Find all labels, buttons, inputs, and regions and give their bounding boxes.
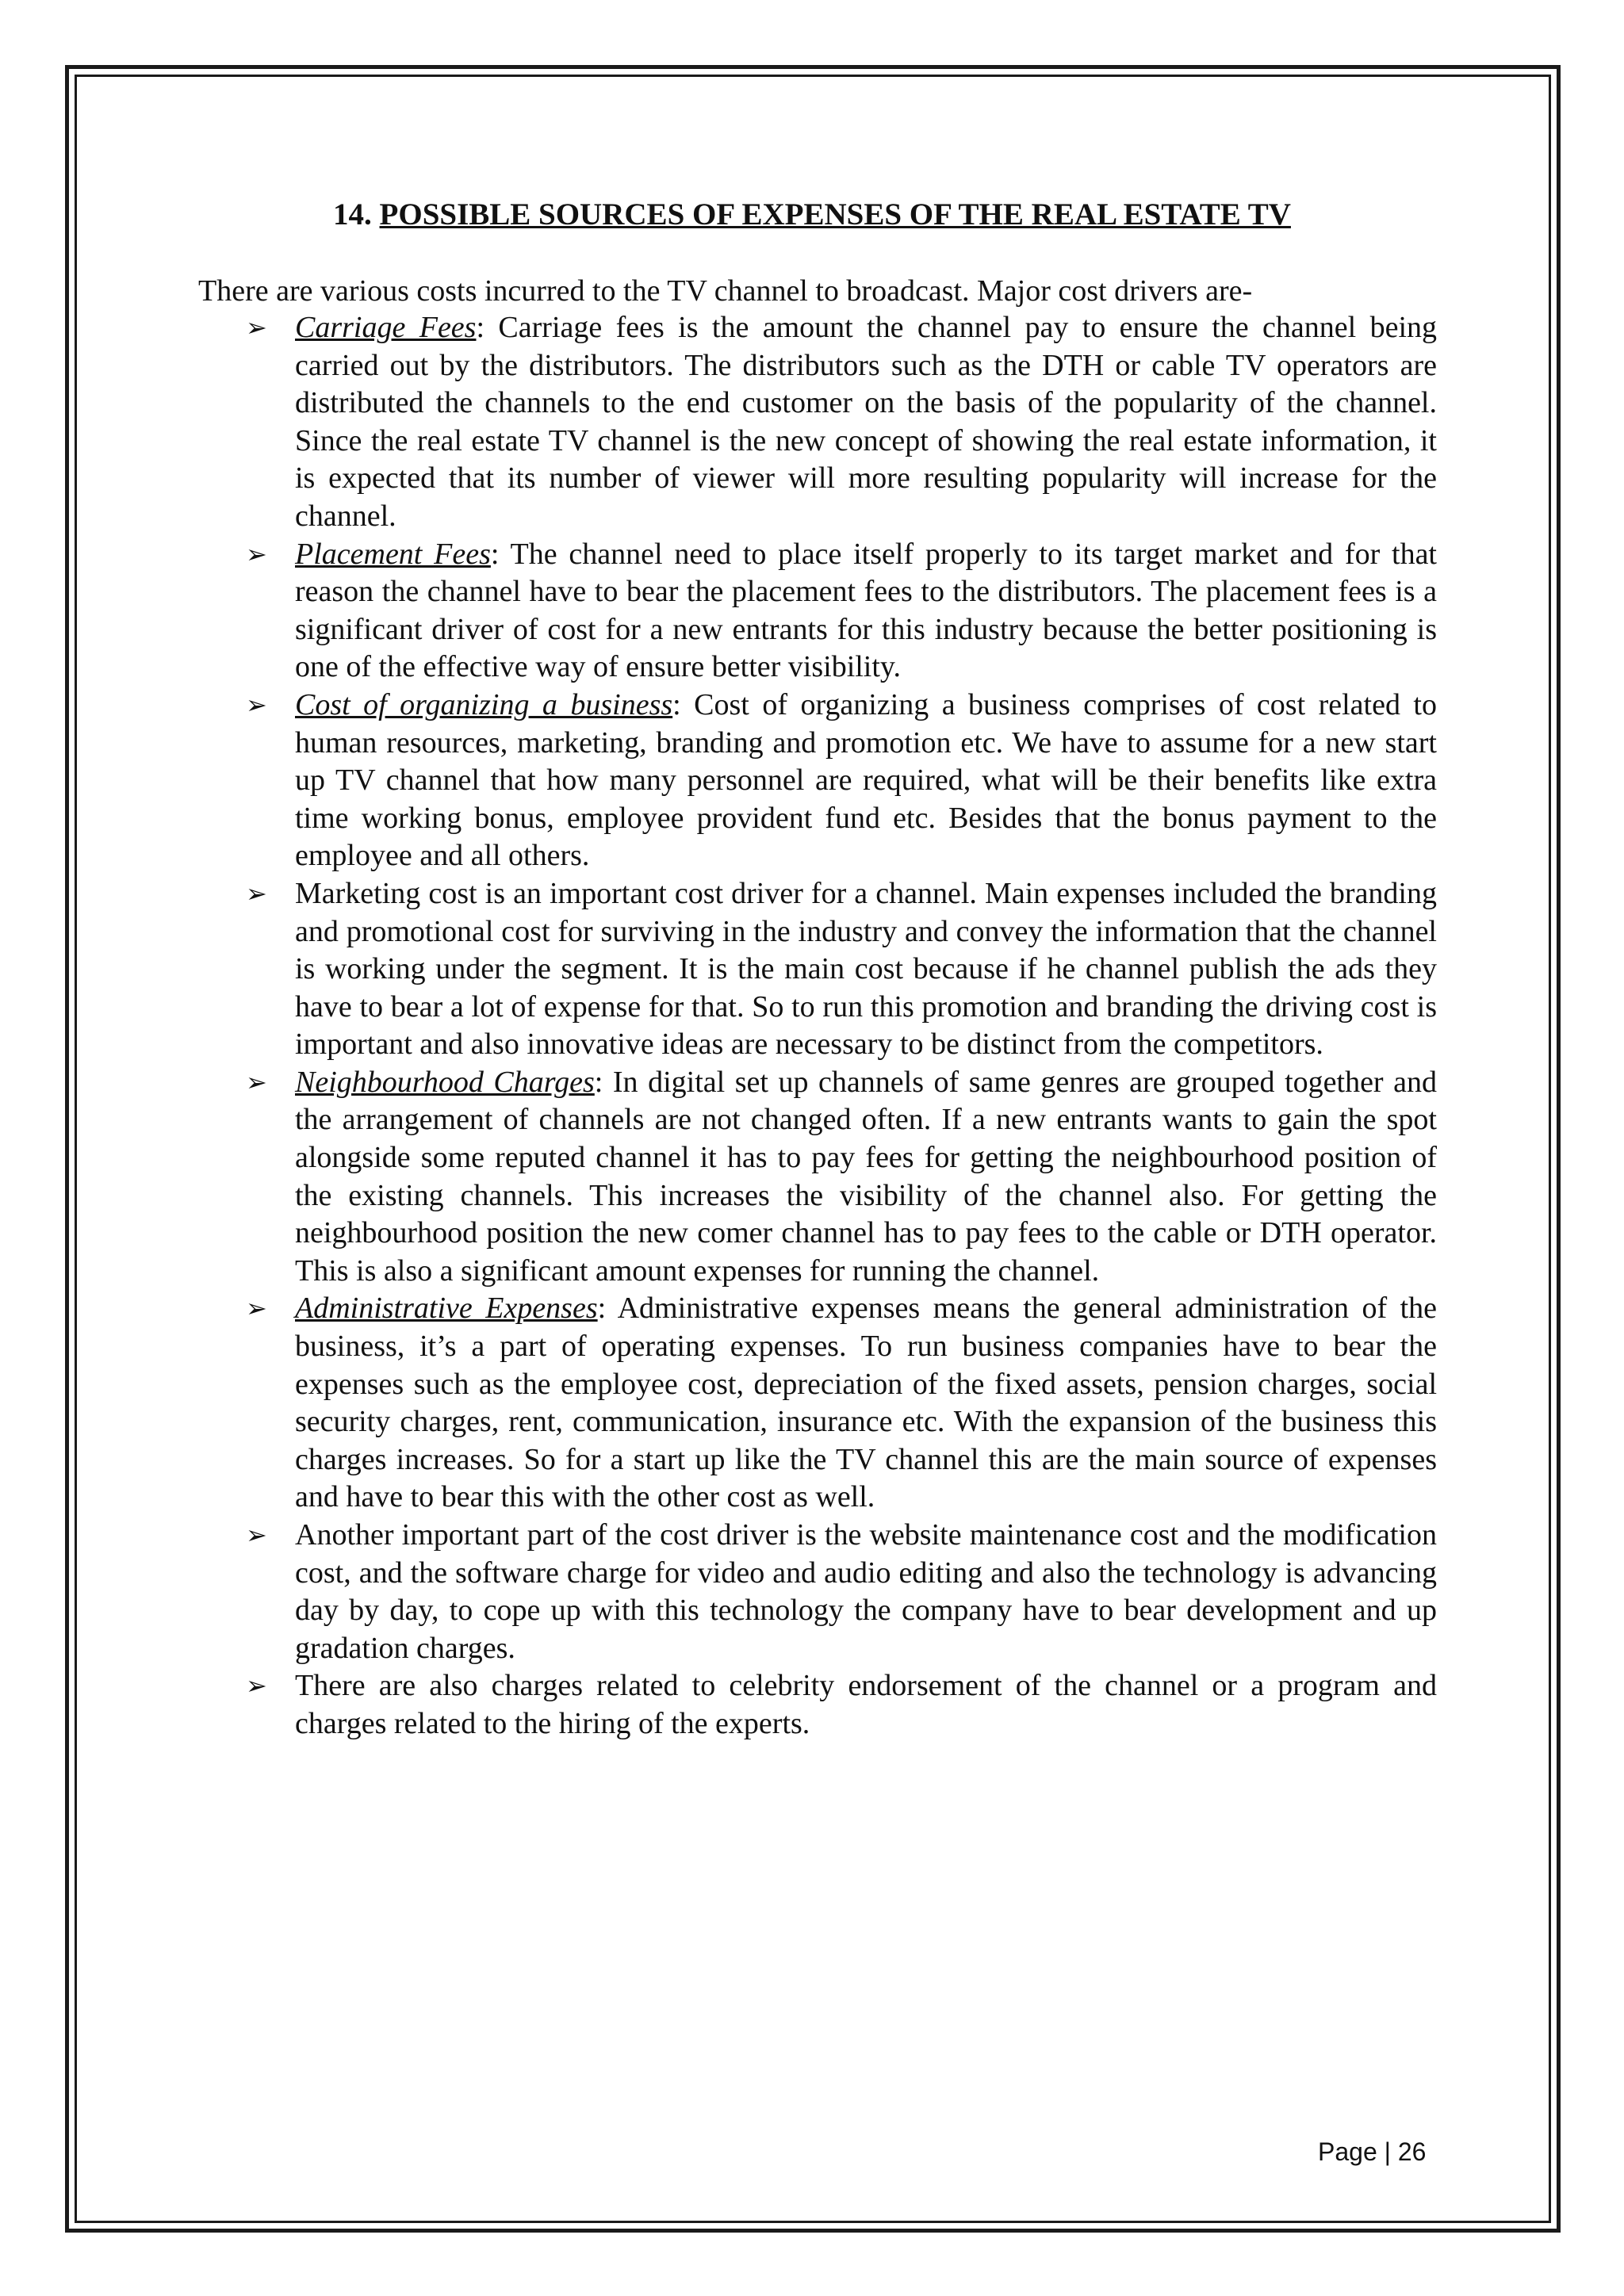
item-separator: :: [672, 687, 681, 721]
list-item: [246, 875, 1437, 1064]
section-heading: [0, 195, 1624, 235]
item-text: Administrative expenses means the general administration of the business, it’s a part of operating expenses. To run business companies have to bear the expenses such as the employee cost, depreciation of the fixed assets, pension charges, social security charges, rent, communication, insurance etc. With the expansion of the business this charges increases. So for a start up like the TV channel this are the main source of expenses and have to bear this with the other cost as well.: [295, 1292, 1438, 1514]
list-item: [246, 1517, 1437, 1667]
list-item: [246, 687, 1437, 875]
list-item: [246, 1064, 1437, 1291]
arrow-bullet-icon: ➢: [246, 689, 267, 720]
page-number: Page | 26: [1318, 2137, 1427, 2166]
item-term: Placement Fees: [295, 537, 491, 571]
item-separator: :: [476, 311, 485, 344]
arrow-bullet-icon: ➢: [246, 878, 267, 909]
item-text: Cost of organizing a business comprises of cost related to human resources, marketing, branding and promotion etc. We have to assume for a new start up TV channel that how many personnel are required, what will be their benefits like extra time working bonus, employee provident fund etc. Besides that the bonus payment to the employee and all others.: [295, 687, 1437, 873]
arrow-bullet-icon: ➢: [246, 312, 267, 342]
arrow-bullet-icon: ➢: [246, 1520, 267, 1550]
item-term: Carriage Fees: [295, 311, 477, 344]
section-title: POSSIBLE SOURCES OF EXPENSES OF THE REAL ESTATE TV: [379, 197, 1291, 232]
item-text: Marketing cost is an important cost driver for a channel. Main expenses included the branding and promotional cost for surviving in the industry and convey the information that the channel is working under the segment. It is the main cost because if he channel publish the ads they have to bear a lot of expense for that. So to run this promotion and branding the driving cost is important and also innovative ideas are necessary to be distinct from the competitors.: [295, 876, 1437, 1062]
arrow-bullet-icon: ➢: [246, 1066, 267, 1097]
list-item: [246, 1667, 1437, 1743]
arrow-bullet-icon: ➢: [246, 1670, 267, 1701]
intro-paragraph: There are various costs incurred to the TV channel to broadcast. Major cost drivers are-: [198, 274, 1253, 308]
item-term: Cost of organizing a business: [295, 687, 673, 721]
item-text: There are also charges related to celebrity endorsement of the channel or a program and charges related to the hiring of the experts.: [295, 1669, 1437, 1740]
item-separator: :: [594, 1065, 603, 1099]
item-text: In digital set up channels of same genres are grouped together and the arrangement of channels are not changed often. If a new entrants wants to gain the spot alongside some reputed channel it has to pay fees for getting the neighbourhood position of the existing channels. This increases the visibility of the channel also. For getting the neighbourhood position the new comer channel has to pay fees to the cable or DTH operator. This is also a significant amount expenses for running the channel.: [295, 1065, 1437, 1288]
list-item: [246, 1290, 1437, 1517]
section-number: 14.: [333, 197, 372, 232]
item-text: Another important part of the cost driver is the website maintenance cost and the modification cost, and the software charge for video and audio editing and also the technology is advancing day by day, to cope up with this technology the company have to bear development and up gradation charges.: [295, 1518, 1437, 1665]
item-separator: :: [490, 537, 500, 571]
item-term: Neighbourhood Charges: [295, 1065, 595, 1099]
arrow-bullet-icon: ➢: [246, 1293, 267, 1324]
arrow-bullet-icon: ➢: [246, 538, 267, 569]
list-item: [246, 536, 1437, 687]
item-term: Administrative Expenses: [295, 1292, 598, 1326]
item-text: The channel need to place itself properly to its target market and for that reason the channel have to bear the placement fees to the distributors. The placement fees is a significant driver of cost for a new entrants for this industry because the better positioning is one of the effective way of ensure better visibility.: [295, 537, 1437, 684]
item-separator: :: [597, 1292, 607, 1326]
list-item: [246, 309, 1437, 536]
cost-driver-list: [246, 309, 1437, 1743]
item-text: Carriage fees is the amount the channel pay to ensure the channel being carried out by the distributors. The distributors such as the DTH or cable TV operators are distributed the channels to the end customer on the basis of the popularity of the channel. Since the real estate TV channel is the new concept of showing the real estate information, it is expected that its number of viewer will more resulting popularity will increase for the channel.: [295, 311, 1437, 533]
